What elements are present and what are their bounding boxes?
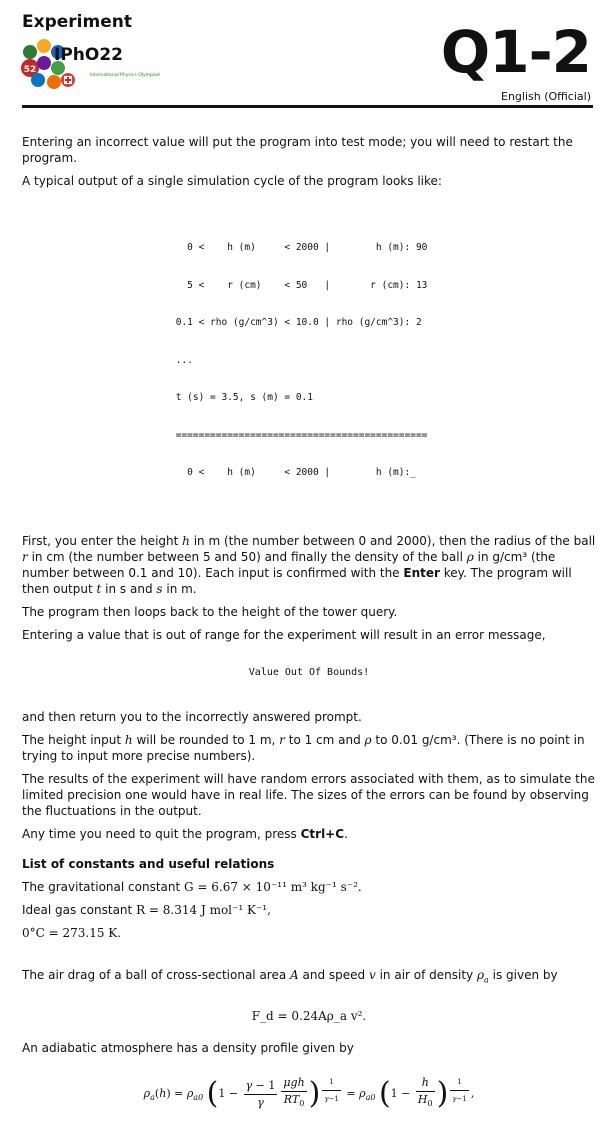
code-line: ... [170,354,193,366]
code-line: 0 < h (m) < 2000 | h (m): 90 [170,242,428,253]
code-line: 5 < r (cm) < 50 | r (cm): 13 [170,279,428,291]
logo-subtitle: International Physics Olympiad [90,73,160,78]
paragraph: and then return you to the incorrectly answered prompt. [22,709,362,724]
code-line: 0 < h (m) < 2000 | h (m):_ [170,467,416,478]
drag-formula: F_d = 0.24Aρ_a v². [251,1008,367,1023]
constant-line: Ideal gas constant R = 8.314 J mol⁻¹ K⁻¹, [22,902,271,917]
error-message: Value Out Of Bounds! [248,666,370,678]
ctrl-c-key: Ctrl+C [300,826,345,841]
section-heading: List of constants and useful relations [22,856,275,871]
code-block [170,217,596,505]
paragraph: First, you enter the height h in m (the number between 0 and 2000), then the radius of the ball r in cm (the number between 5 and 50) and finally the density of the ball ρ in g/cm³ (the number between 0.1 and 10). Each input is confirmed with the Enter key. The program will then output t in s and s in m. [22,533,596,596]
question-number: Q1-2 [440,18,591,86]
code-line: t (s) = 3.5, s (m) = 0.1 [170,392,313,403]
constant-line: The gravitational constant G = 6.67 × 10⁻¹¹ m³ kg⁻¹ s⁻². [22,879,362,894]
paragraph: The height input h will be rounded to 1 m, r to 1 cm and ρ to 0.01 g/cm³. (There is no point in trying to input more precise numbers). [22,732,585,763]
header-rule [22,105,593,108]
paragraph: A typical output of a single simulation cycle of the program looks like: [22,174,442,188]
page-header [0,0,613,112]
logo-number: 52 [23,65,37,75]
paragraph: An adiabatic atmosphere has a density profile given by [22,1040,354,1055]
paragraph: Entering an incorrect value will put the program into test mode; you will need to restart the program. [22,135,573,165]
language-label: English (Official) [501,90,591,103]
paragraph: The results of the experiment will have random errors associated with them, as to simulate the limited precision one would have in real life. The sizes of the errors can be found by observing the fluctuations in the output. [22,771,595,818]
paragraph: Entering a value that is out of range for the experiment will result in an error message, [22,627,546,642]
code-line: ============================================ [170,429,428,441]
page-content [22,134,596,1122]
paragraph: Any time you need to quit the program, press Ctrl+C. [22,826,348,841]
paragraph: The program then loops back to the height of the tower query. [22,604,398,619]
enter-key: Enter [403,565,440,580]
paragraph: The air drag of a ball of cross-sectional area A and speed v in air of density $\rho_a$ is given by [22,967,558,984]
logo-text: IPhO22 [54,45,123,65]
constant-line: 0°C = 273.15 K. [22,925,122,940]
code-line: 0.1 < rho (g/cm^3) < 10.0 | rho (g/cm^3): 2 [170,317,422,328]
section-title: Experiment [22,12,132,32]
ipho-logo [18,36,160,94]
adiabatic-formula: $\rho_a(h) = \rho_{a0}$ (1 − $\frac{\gamma - 1}{\gamma}$ $\frac{\text{μgh}}{RT_0}$ ) $^{\frac{1}{\gamma-1}}$ = $\rho_{a0}$ (1 − $\frac{h}{H_0}$ ) $^{\frac{1}{\gamma-1}}$ , [22,1074,596,1122]
